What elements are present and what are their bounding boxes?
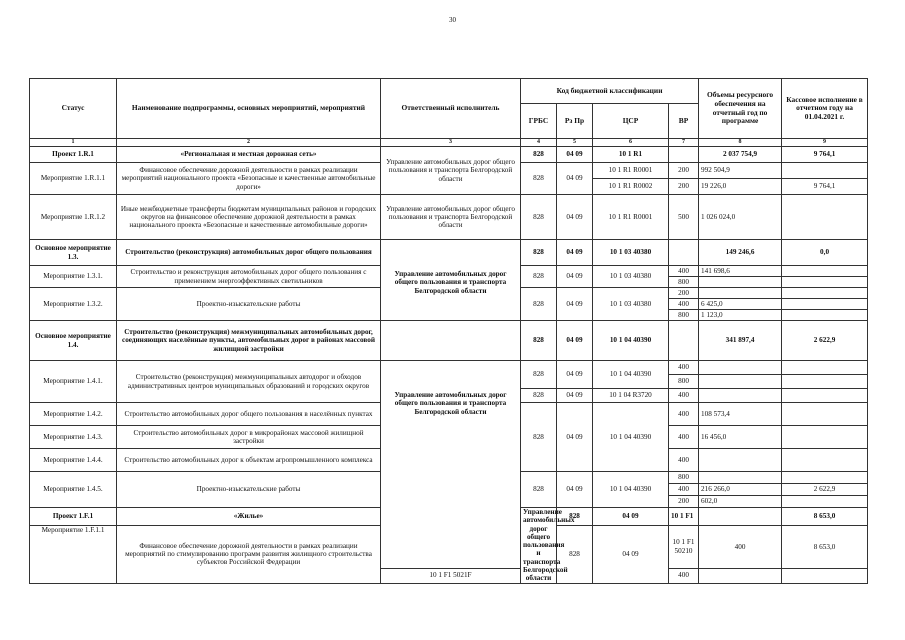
volume-cell: 992 504,9 [699, 163, 782, 179]
volume-cell [699, 568, 782, 583]
grbs-cell: 828 [521, 389, 557, 403]
grbs-cell: 828 [521, 403, 557, 472]
header-kbk: Код бюджетной классификации [521, 79, 699, 104]
header-name: Наименование подпрограммы, основных мероприятий, мероприятий [117, 79, 381, 139]
responsible-cell: Управление автомобильных дорог общего пользования и транспорта Белгородской области [381, 195, 521, 240]
cash-cell [782, 389, 868, 403]
cash-cell: 9 764,1 [782, 147, 868, 163]
grbs-cell: 828 [521, 240, 557, 266]
rzpr-cell: 04 09 [593, 508, 669, 526]
vr-cell: 400 [669, 389, 699, 403]
page-number: 30 [449, 16, 456, 24]
grbs-cell: 828 [521, 195, 557, 240]
responsible-cell [381, 321, 521, 361]
vr-cell: 800 [669, 310, 699, 321]
cash-cell [782, 472, 868, 484]
cash-cell [782, 403, 868, 426]
cash-cell [782, 449, 868, 472]
vr-cell: 400 [669, 568, 699, 583]
col-number: 8 [699, 139, 782, 147]
cash-cell [782, 266, 868, 277]
status-cell: Мероприятие 1.4.4. [30, 449, 117, 472]
status-cell: Мероприятие 1.4.5. [30, 472, 117, 508]
status-cell: Проект 1.F.1 [30, 508, 117, 526]
col-number: 4 [521, 139, 557, 147]
col-number: 6 [593, 139, 669, 147]
status-cell: Мероприятие 1.4.3. [30, 426, 117, 449]
rzpr-cell: 04 09 [557, 266, 593, 288]
grbs-cell: 828 [557, 526, 593, 584]
csr-cell: 10 1 F1 5021F [381, 568, 521, 583]
vr-cell: 200 [669, 179, 699, 195]
volume-cell: 141 698,6 [699, 266, 782, 277]
volume-cell: 1 026 024,0 [699, 195, 782, 240]
csr-cell: 10 1 04 40390 [593, 361, 669, 389]
cash-cell: 2 622,9 [782, 321, 868, 361]
csr-cell: 10 1 03 40380 [593, 288, 669, 321]
grbs-cell: 828 [521, 321, 557, 361]
header-vr: ВР [669, 104, 699, 139]
header-cash: Кассовое исполнение в отчетном году на 01.04.2021 г. [782, 79, 868, 139]
name-cell: «Жилье» [117, 508, 381, 526]
vr-cell [699, 508, 782, 526]
vr-cell: 500 [669, 195, 699, 240]
name-cell: Проектно-изыскательские работы [117, 288, 381, 321]
vr-cell: 400 [699, 526, 782, 569]
cash-cell [782, 496, 868, 508]
cash-cell [782, 375, 868, 389]
header-status: Статус [30, 79, 117, 139]
name-cell: Строительство (реконструкция) межмуниципальных автомобильных дорог, соединяющих населённые пункты, автомобильных дорог в районах массовой жилищной застройки [117, 321, 381, 361]
name-cell: Финансовое обеспечение дорожной деятельности в рамках реализации мероприятий по стимулированию программ развития жилищного строительства субъектов Российской Федерации [117, 526, 381, 584]
volume-cell: 108 573,4 [699, 403, 782, 426]
rzpr-cell: 04 09 [557, 389, 593, 403]
col-number: 7 [669, 139, 699, 147]
vr-cell: 400 [669, 266, 699, 277]
csr-cell: 10 1 R1 R0001 [593, 163, 669, 179]
cash-cell: 9 764,1 [782, 179, 868, 195]
volume-cell [699, 288, 782, 299]
name-cell: Строительство (реконструкция) межмуниципальных автодорог и обходов административных центров муниципальных образований и городских округов [117, 361, 381, 403]
header-volume: Объемы ресурсного обеспечения на отчетный год по программе [699, 79, 782, 139]
vr-cell [669, 147, 699, 163]
rzpr-cell: 04 09 [557, 163, 593, 195]
responsible-cell: Управление автомобильных дорог общего пользования и транспорта Белгородской области [381, 361, 521, 569]
header-responsible: Ответственный исполнитель [381, 79, 521, 139]
vr-cell: 800 [669, 375, 699, 389]
cash-cell: 2 622,9 [782, 484, 868, 496]
csr-cell: 10 1 R1 [593, 147, 669, 163]
name-cell: Строительство автомобильных дорог в микрорайонах массовой жилищной застройки [117, 426, 381, 449]
volume-cell: 6 425,0 [699, 299, 782, 310]
volume-cell [699, 277, 782, 288]
volume-cell: 8 653,0 [782, 508, 868, 526]
rzpr-cell: 04 09 [557, 195, 593, 240]
volume-cell: 2 037 754,9 [699, 147, 782, 163]
csr-cell: 10 1 F1 [669, 508, 699, 526]
budget-table [29, 78, 868, 584]
grbs-cell: 828 [521, 288, 557, 321]
header-grbs: ГРБС [521, 104, 557, 139]
column-number-row [30, 139, 868, 147]
status-cell: Мероприятие 1.F.1.1 [30, 526, 117, 584]
grbs-cell: 828 [521, 361, 557, 389]
col-number: 9 [782, 139, 868, 147]
vr-cell: 400 [669, 403, 699, 426]
status-cell: Основное мероприятие 1.4. [30, 321, 117, 361]
volume-cell [699, 361, 782, 375]
table-row [30, 361, 868, 375]
vr-cell: 400 [669, 449, 699, 472]
status-cell: Проект 1.R.1 [30, 147, 117, 163]
responsible-cell: Управление автомобильных дорог общего пользования и транспорта Белгородской области [381, 147, 521, 195]
header-row [30, 79, 868, 104]
vr-cell: 200 [669, 288, 699, 299]
header-rzpr: Рз Пр [557, 104, 593, 139]
csr-cell: 10 1 03 40380 [593, 266, 669, 288]
csr-cell: 10 1 F1 50210 [669, 526, 699, 569]
cash-cell: 0,0 [782, 240, 868, 266]
cash-cell [782, 361, 868, 375]
grbs-cell: 828 [521, 472, 557, 508]
vr-cell: 400 [669, 426, 699, 449]
volume-cell: 149 246,6 [699, 240, 782, 266]
name-cell: Строительство и реконструкция автомобильных дорог общего пользования с применением энергоэффективных светильников [117, 266, 381, 288]
vr-cell: 400 [669, 299, 699, 310]
name-cell: Строительство автомобильных дорог общего пользования в населённых пунктах [117, 403, 381, 426]
cash-cell [782, 299, 868, 310]
rzpr-cell: 04 09 [557, 321, 593, 361]
rzpr-cell: 04 09 [557, 147, 593, 163]
status-cell: Мероприятие 1.R.1.1 [30, 163, 117, 195]
header-csr: ЦСР [593, 104, 669, 139]
col-number: 2 [117, 139, 381, 147]
rzpr-cell: 04 09 [557, 240, 593, 266]
rzpr-cell: 04 09 [557, 288, 593, 321]
cash-cell [782, 195, 868, 240]
vr-cell: 200 [669, 496, 699, 508]
name-cell: Проектно-изыскательские работы [117, 472, 381, 508]
table-row [30, 240, 868, 266]
status-cell: Основное мероприятие 1.3. [30, 240, 117, 266]
grbs-cell: 828 [521, 266, 557, 288]
volume-cell: 341 897,4 [699, 321, 782, 361]
rzpr-cell: 04 09 [557, 403, 593, 472]
vr-cell [669, 240, 699, 266]
volume-cell [699, 389, 782, 403]
vr-cell: 400 [669, 484, 699, 496]
status-cell: Мероприятие 1.4.1. [30, 361, 117, 403]
vr-cell: 200 [669, 163, 699, 179]
volume-cell [699, 472, 782, 484]
csr-cell: 10 1 R1 R0001 [593, 195, 669, 240]
table-row [30, 321, 868, 361]
csr-cell: 10 1 04 40390 [593, 403, 669, 472]
col-number: 5 [557, 139, 593, 147]
volume-cell: 1 123,0 [699, 310, 782, 321]
csr-cell: 10 1 04 40390 [593, 472, 669, 508]
csr-cell: 10 1 04 R3720 [593, 389, 669, 403]
cash-cell [782, 426, 868, 449]
volume-cell [699, 375, 782, 389]
csr-cell: 10 1 04 40390 [593, 321, 669, 361]
name-cell: Строительство автомобильных дорог к объектам агропромышленного комплекса [117, 449, 381, 472]
vr-cell: 400 [669, 361, 699, 375]
name-cell: «Региональная и местная дорожная сеть» [117, 147, 381, 163]
vr-cell: 800 [669, 472, 699, 484]
cash-cell [782, 277, 868, 288]
status-cell: Мероприятие 1.R.1.2 [30, 195, 117, 240]
volume-cell: 602,0 [699, 496, 782, 508]
name-cell: Строительство (реконструкция) автомобильных дорог общего пользования [117, 240, 381, 266]
status-cell: Мероприятие 1.3.1. [30, 266, 117, 288]
name-cell: Иные межбюджетные трансферты бюджетам муниципальных районов и городских округов на финансовое обеспечение дорожной деятельности в рамках национального проекта «Безопасные и качественные автомобильные дороги» [117, 195, 381, 240]
vr-cell: 800 [669, 277, 699, 288]
status-cell: Мероприятие 1.4.2. [30, 403, 117, 426]
volume-cell [699, 449, 782, 472]
cash-cell [782, 163, 868, 179]
table-row [30, 195, 868, 240]
rzpr-cell: 04 09 [557, 472, 593, 508]
grbs-cell: 828 [521, 147, 557, 163]
col-number: 1 [30, 139, 117, 147]
csr-cell: 10 1 R1 R0002 [593, 179, 669, 195]
vr-cell [669, 321, 699, 361]
name-cell: Финансовое обеспечение дорожной деятельности в рамках реализации мероприятий национального проекта «Безопасные и качественные автомобильные дороги» [117, 163, 381, 195]
status-cell: Мероприятие 1.3.2. [30, 288, 117, 321]
cash-cell [782, 568, 868, 583]
volume-cell: 16 456,0 [699, 426, 782, 449]
grbs-cell: 828 [557, 508, 593, 526]
rzpr-cell: 04 09 [557, 361, 593, 389]
table-row [30, 147, 868, 163]
col-number: 3 [381, 139, 521, 147]
cash-cell [782, 288, 868, 299]
responsible-cell: Управление автомобильных дорог общего пользования и транспорта Белгородской области [381, 240, 521, 321]
rzpr-cell: 04 09 [593, 526, 669, 584]
cash-cell [782, 310, 868, 321]
grbs-cell: 828 [521, 163, 557, 195]
volume-cell: 8 653,0 [782, 526, 868, 569]
csr-cell: 10 1 03 40380 [593, 240, 669, 266]
volume-cell: 19 226,0 [699, 179, 782, 195]
responsible-cell: Управление автомобильных дорог общего пользования и транспорта Белгородской области [521, 508, 557, 584]
volume-cell: 216 266,0 [699, 484, 782, 496]
